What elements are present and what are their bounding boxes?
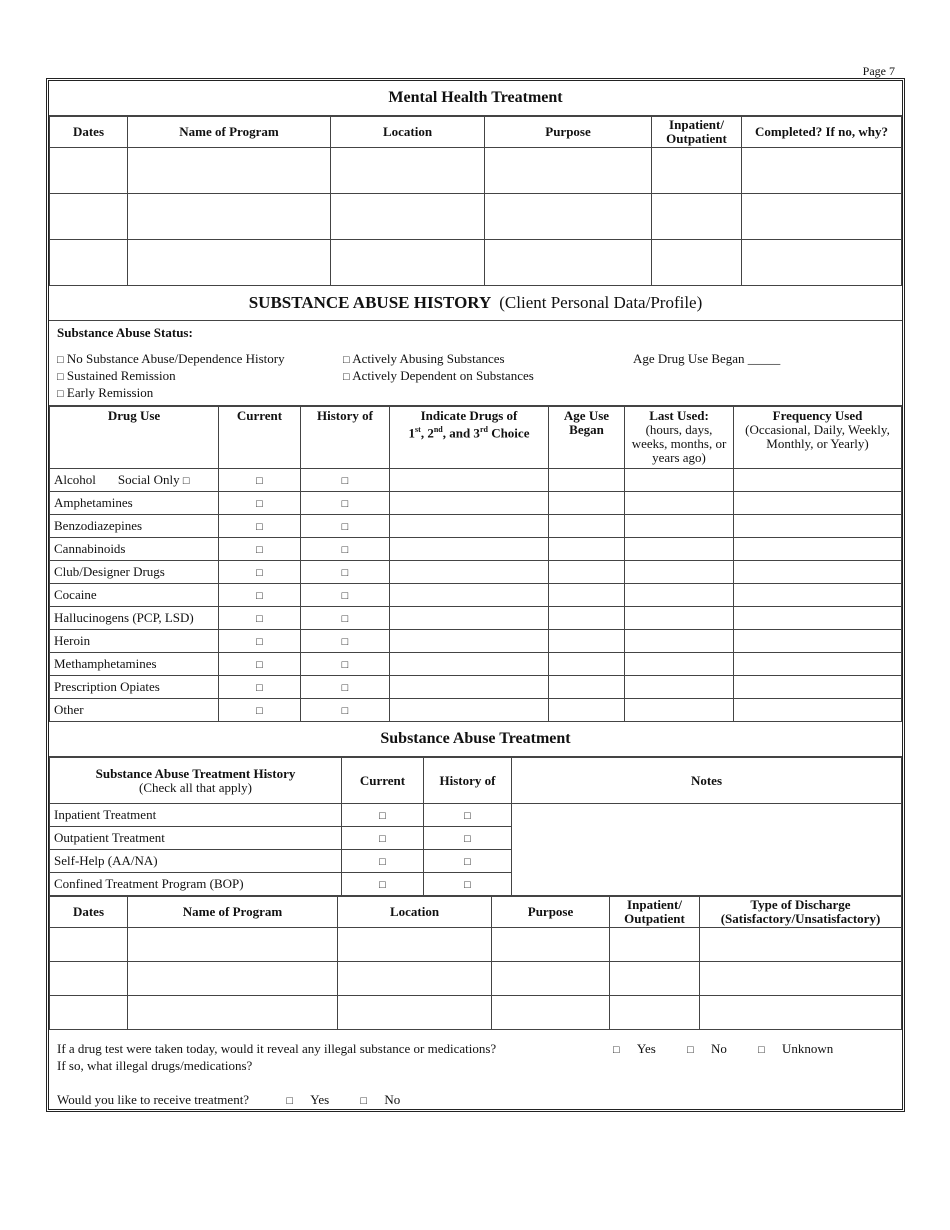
age-cell[interactable] — [549, 538, 625, 561]
location-cell[interactable] — [331, 148, 485, 194]
program-cell[interactable] — [128, 928, 338, 962]
col-dates: Dates — [50, 117, 128, 148]
program-cell[interactable] — [128, 148, 331, 194]
drug-label: Benzodiazepines — [50, 515, 219, 538]
treatment-program-table — [49, 896, 902, 1030]
col-history-of: History of — [301, 407, 390, 469]
program-cell[interactable] — [128, 962, 338, 996]
col-drug-use: Drug Use — [50, 407, 219, 469]
mental-health-table — [49, 116, 902, 286]
current-checkbox[interactable]: □ — [219, 676, 301, 699]
form-frame — [46, 78, 905, 1112]
history-checkbox[interactable]: □ — [301, 538, 390, 561]
history-checkbox[interactable]: □ — [301, 561, 390, 584]
indicate-cell[interactable] — [390, 515, 549, 538]
history-checkbox[interactable]: □ — [301, 653, 390, 676]
purpose-cell[interactable] — [492, 996, 610, 1030]
col-frequency-used: Frequency Used (Occasional, Daily, Weekly, Monthly, or Yearly) — [734, 407, 902, 469]
drug-label: Amphetamines — [50, 492, 219, 515]
history-checkbox[interactable]: □ — [301, 469, 390, 492]
substance-history-subtitle: (Client Personal Data/Profile) — [499, 293, 703, 312]
last-used-cell[interactable] — [625, 676, 734, 699]
frequency-cell[interactable] — [734, 561, 902, 584]
treatment-question: Would you like to receive treatment? □ Yes □ No — [57, 1092, 401, 1107]
treatment-row — [50, 804, 902, 827]
frequency-cell[interactable] — [734, 584, 902, 607]
treatment-yes[interactable]: □ Yes — [286, 1092, 330, 1107]
program-cell[interactable] — [128, 996, 338, 1030]
drug-label: Prescription Opiates — [50, 676, 219, 699]
date-cell[interactable] — [50, 962, 128, 996]
col-last-used: Last Used: (hours, days, weeks, months, or years ago) — [625, 407, 734, 469]
treatment-options — [258, 1092, 400, 1107]
checkbox[interactable]: □ — [343, 354, 350, 366]
last-used-cell[interactable] — [625, 584, 734, 607]
current-checkbox[interactable]: □ — [219, 607, 301, 630]
current-checkbox[interactable]: □ — [219, 653, 301, 676]
drug-row — [50, 492, 902, 515]
drug-label: Hallucinogens (PCP, LSD) — [50, 607, 219, 630]
frequency-cell[interactable] — [734, 538, 902, 561]
drug-row — [50, 653, 902, 676]
date-cell[interactable] — [50, 194, 128, 240]
last-used-cell[interactable] — [625, 469, 734, 492]
age-cell[interactable] — [549, 492, 625, 515]
drug-row — [50, 584, 902, 607]
treatment-label: Self-Help (AA/NA) — [50, 850, 342, 873]
drug-use-table — [49, 406, 902, 722]
mental-health-header-row — [50, 117, 902, 148]
col-indicate-drugs: Indicate Drugs of 1st, 2nd, and 3rd Choice — [390, 407, 549, 469]
age-cell[interactable] — [549, 630, 625, 653]
last-used-cell[interactable] — [625, 515, 734, 538]
table-row — [50, 996, 902, 1030]
substance-history-title — [49, 286, 902, 321]
age-cell[interactable] — [549, 584, 625, 607]
which-drugs-question: If so, what illegal drugs/medications? — [57, 1058, 253, 1073]
col-purpose: Purpose — [492, 897, 610, 928]
checkbox[interactable]: □ — [57, 388, 64, 400]
indicate-cell[interactable] — [390, 492, 549, 515]
treatment-header-row — [50, 758, 902, 804]
col-name-of-program: Name of Program — [128, 897, 338, 928]
frequency-cell[interactable] — [734, 515, 902, 538]
frequency-cell[interactable] — [734, 469, 902, 492]
frequency-cell[interactable] — [734, 653, 902, 676]
current-checkbox[interactable]: □ — [342, 850, 424, 873]
col-age-use-began: Age Use Began — [549, 407, 625, 469]
indicate-cell[interactable] — [390, 584, 549, 607]
current-checkbox[interactable]: □ — [219, 584, 301, 607]
indicate-cell[interactable] — [390, 469, 549, 492]
purpose-cell[interactable] — [492, 928, 610, 962]
inout-cell[interactable] — [652, 148, 742, 194]
checkbox[interactable]: □ — [57, 354, 64, 366]
frequency-cell[interactable] — [734, 607, 902, 630]
drug-row — [50, 699, 902, 722]
col-type-of-discharge: Type of Discharge (Satisfactory/Unsatisfactory) — [700, 897, 902, 928]
purpose-cell[interactable] — [485, 194, 652, 240]
status-option-early[interactable]: □ Early Remission — [57, 385, 154, 400]
last-used-cell[interactable] — [625, 699, 734, 722]
history-checkbox[interactable]: □ — [301, 515, 390, 538]
drug-label: Heroin — [50, 630, 219, 653]
completed-cell[interactable] — [742, 148, 902, 194]
current-checkbox[interactable]: □ — [219, 538, 301, 561]
location-cell[interactable] — [338, 928, 492, 962]
history-checkbox[interactable]: □ — [424, 873, 512, 896]
date-cell[interactable] — [50, 996, 128, 1030]
program-header-row — [50, 897, 902, 928]
col-location: Location — [331, 117, 485, 148]
drug-row — [50, 515, 902, 538]
page-number: Page 7 — [862, 64, 895, 78]
program-cell[interactable] — [128, 240, 331, 286]
current-checkbox[interactable]: □ — [342, 804, 424, 827]
last-used-cell[interactable] — [625, 630, 734, 653]
current-checkbox[interactable]: □ — [342, 827, 424, 850]
current-checkbox[interactable]: □ — [219, 492, 301, 515]
drug-label: Methamphetamines — [50, 653, 219, 676]
col-location: Location — [338, 897, 492, 928]
completed-cell[interactable] — [742, 240, 902, 286]
drug-use-header-row — [50, 407, 902, 469]
history-checkbox[interactable]: □ — [301, 630, 390, 653]
status-option-abusing[interactable]: □ Actively Abusing Substances — [343, 351, 505, 366]
history-checkbox[interactable]: □ — [424, 850, 512, 873]
frequency-cell[interactable] — [734, 699, 902, 722]
indicate-cell[interactable] — [390, 561, 549, 584]
status-option-dependent[interactable]: □ Actively Dependent on Substances — [343, 368, 534, 383]
table-row — [50, 928, 902, 962]
col-current: Current — [342, 758, 424, 804]
col-name-of-program: Name of Program — [128, 117, 331, 148]
purpose-cell[interactable] — [485, 240, 652, 286]
frequency-cell[interactable] — [734, 492, 902, 515]
col-history-of: History of — [424, 758, 512, 804]
age-cell[interactable] — [549, 469, 625, 492]
purpose-cell[interactable] — [485, 148, 652, 194]
drug-row — [50, 607, 902, 630]
frequency-cell[interactable] — [734, 630, 902, 653]
inout-cell[interactable] — [610, 962, 700, 996]
indicate-cell[interactable] — [390, 607, 549, 630]
drug-row-alcohol — [50, 469, 902, 492]
discharge-cell[interactable] — [700, 996, 902, 1030]
drug-test-no[interactable]: □ No — [687, 1041, 727, 1056]
drug-row — [50, 630, 902, 653]
indicate-cell[interactable] — [390, 699, 549, 722]
indicate-cell[interactable] — [390, 653, 549, 676]
status-option-no-history[interactable]: □ No Substance Abuse/Dependence History — [57, 351, 285, 366]
substance-history-heading: SUBSTANCE ABUSE HISTORY — [248, 293, 492, 312]
drug-test-yes[interactable]: □ Yes — [613, 1041, 656, 1056]
current-checkbox[interactable]: □ — [219, 630, 301, 653]
history-checkbox[interactable]: □ — [301, 699, 390, 722]
checkbox[interactable]: □ — [57, 371, 64, 383]
indicate-cell[interactable] — [390, 630, 549, 653]
drug-label: Alcohol Social Only □ — [50, 469, 219, 492]
date-cell[interactable] — [50, 148, 128, 194]
drug-label: Cocaine — [50, 584, 219, 607]
history-checkbox[interactable]: □ — [301, 607, 390, 630]
drug-label: Club/Designer Drugs — [50, 561, 219, 584]
status-label: Substance Abuse Status: — [57, 325, 193, 340]
col-notes: Notes — [512, 758, 902, 804]
current-checkbox[interactable]: □ — [342, 873, 424, 896]
age-cell[interactable] — [549, 676, 625, 699]
purpose-cell[interactable] — [492, 962, 610, 996]
col-completed: Completed? If no, why? — [742, 117, 902, 148]
table-row — [50, 148, 902, 194]
inout-cell[interactable] — [610, 928, 700, 962]
history-checkbox[interactable]: □ — [301, 492, 390, 515]
frequency-cell[interactable] — [734, 676, 902, 699]
col-inpatient-outpatient: Inpatient/ Outpatient — [610, 897, 700, 928]
drug-row — [50, 676, 902, 699]
notes-field[interactable] — [512, 804, 902, 896]
date-cell[interactable] — [50, 928, 128, 962]
age-cell[interactable] — [549, 699, 625, 722]
history-checkbox[interactable]: □ — [301, 676, 390, 699]
drug-label: Cannabinoids — [50, 538, 219, 561]
mental-health-title: Mental Health Treatment — [49, 81, 902, 116]
treatment-history-table — [49, 757, 902, 896]
drug-test-question: If a drug test were taken today, would it reveal any illegal substance or medications? □ Yes □ No □ Unknown — [57, 1040, 894, 1057]
checkbox[interactable]: □ — [343, 371, 350, 383]
drug-row — [50, 538, 902, 561]
col-inpatient-outpatient: Inpatient/ Outpatient — [652, 117, 742, 148]
substance-status-block — [49, 321, 902, 406]
questions-block — [49, 1030, 902, 1108]
col-purpose: Purpose — [485, 117, 652, 148]
col-current: Current — [219, 407, 301, 469]
indicate-cell[interactable] — [390, 538, 549, 561]
drug-row — [50, 561, 902, 584]
drug-label: Other — [50, 699, 219, 722]
col-dates: Dates — [50, 897, 128, 928]
status-option-sustained[interactable]: □ Sustained Remission — [57, 368, 176, 383]
location-cell[interactable] — [331, 240, 485, 286]
age-cell[interactable] — [549, 561, 625, 584]
treatment-label: Confined Treatment Program (BOP) — [50, 873, 342, 896]
last-used-cell[interactable] — [625, 607, 734, 630]
age-drug-use-began[interactable]: Age Drug Use Began _____ — [633, 351, 781, 366]
last-used-cell[interactable] — [625, 561, 734, 584]
table-row — [50, 240, 902, 286]
social-only-checkbox[interactable]: □ — [182, 475, 190, 487]
col-treatment-history: Substance Abuse Treatment History (Check all that apply) — [50, 758, 342, 804]
current-checkbox[interactable]: □ — [219, 469, 301, 492]
treatment-title: Substance Abuse Treatment — [49, 722, 902, 757]
age-cell[interactable] — [549, 607, 625, 630]
last-used-cell[interactable] — [625, 653, 734, 676]
program-cell[interactable] — [128, 194, 331, 240]
current-checkbox[interactable]: □ — [219, 699, 301, 722]
inout-cell[interactable] — [610, 996, 700, 1030]
inout-cell[interactable] — [652, 194, 742, 240]
history-checkbox[interactable]: □ — [424, 804, 512, 827]
drug-test-unknown[interactable]: □ Unknown — [758, 1041, 834, 1056]
date-cell[interactable] — [50, 240, 128, 286]
indicate-cell[interactable] — [390, 676, 549, 699]
history-checkbox[interactable]: □ — [301, 584, 390, 607]
last-used-cell[interactable] — [625, 492, 734, 515]
treatment-label: Outpatient Treatment — [50, 827, 342, 850]
age-cell[interactable] — [549, 515, 625, 538]
last-used-cell[interactable] — [625, 538, 734, 561]
table-row — [50, 962, 902, 996]
discharge-cell[interactable] — [700, 962, 902, 996]
location-cell[interactable] — [331, 194, 485, 240]
discharge-cell[interactable] — [700, 928, 902, 962]
table-row — [50, 194, 902, 240]
treatment-no[interactable]: □ No — [360, 1092, 401, 1107]
inout-cell[interactable] — [652, 240, 742, 286]
current-checkbox[interactable]: □ — [219, 515, 301, 538]
location-cell[interactable] — [338, 996, 492, 1030]
completed-cell[interactable] — [742, 194, 902, 240]
current-checkbox[interactable]: □ — [219, 561, 301, 584]
treatment-label: Inpatient Treatment — [50, 804, 342, 827]
location-cell[interactable] — [338, 962, 492, 996]
age-cell[interactable] — [549, 653, 625, 676]
history-checkbox[interactable]: □ — [424, 827, 512, 850]
